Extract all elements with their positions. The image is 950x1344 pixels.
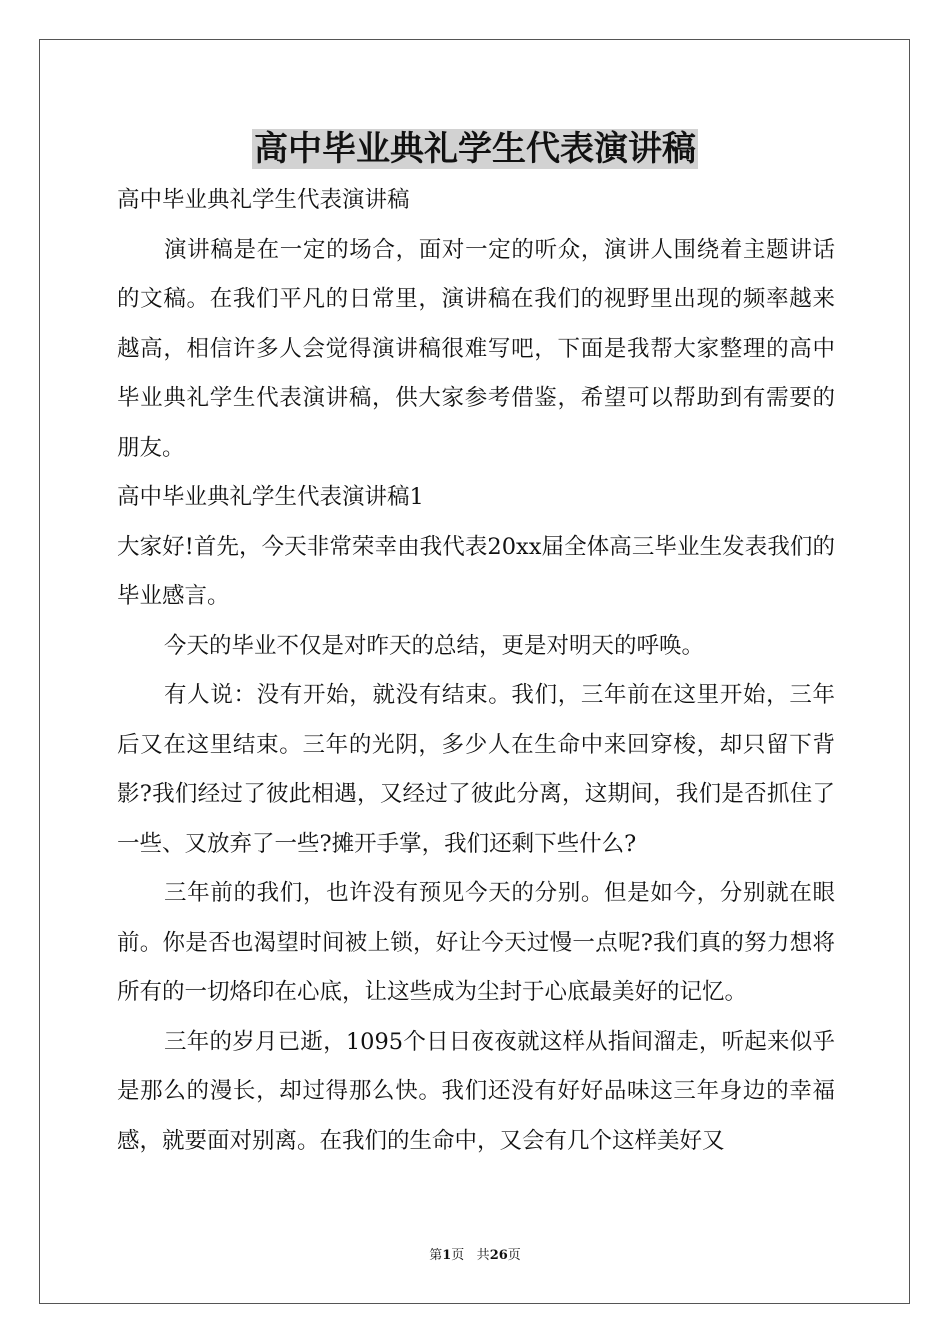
footer-page-number: 1 (442, 1248, 452, 1263)
footer-page-suffix: 页 (451, 1248, 465, 1263)
footer-total-prefix: 共 (476, 1248, 490, 1263)
document-title (0, 126, 950, 172)
document-body (117, 176, 835, 1166)
document-title-text: 高中毕业典礼学生代表演讲稿 (254, 129, 696, 169)
paragraph-2: 演讲稿是在一定的场合，面对一定的听众，演讲人围绕着主题讲话的文稿。在我们平凡的日常里，演讲稿在我们的视野里出现的频率越来越高，相信许多人会觉得演讲稿很难写吧，下面是我帮大家整理的高中毕业典礼学生代表演讲稿，供大家参考借鉴，希望可以帮助到有需要的朋友。 (117, 236, 835, 461)
paragraph-4: 大家好!首先，今天非常荣幸由我代表20xx届全体高三毕业生发表我们的毕业感言。 (117, 533, 835, 609)
footer-total-pages: 26 (489, 1248, 508, 1263)
paragraph-3: 高中毕业典礼学生代表演讲稿1 (117, 484, 424, 510)
paragraph-7: 三年前的我们，也许没有预见今天的分别。但是如今，分别就在眼前。你是否也渴望时间被上锁，好让今天过慢一点呢?我们真的努力想将所有的一切烙印在心底，让这些成为尘封于心底最美好的记忆。 (117, 880, 835, 1005)
page-footer (0, 1247, 950, 1265)
paragraph-5: 今天的毕业不仅是对昨天的总结，更是对明天的呼唤。 (164, 632, 705, 659)
paragraph-1: 高中毕业典礼学生代表演讲稿 (117, 187, 410, 213)
footer-prefix: 第 (429, 1248, 443, 1263)
paragraph-6: 有人说：没有开始，就没有结束。我们，三年前在这里开始，三年后又在这里结束。三年的光阴，多少人在生命中来回穿梭，却只留下背影?我们经过了彼此相遇，又经过了彼此分离，这期间，我们是否抓住了一些、又放弃了一些?摊开手掌，我们还剩下些什么? (117, 682, 835, 857)
paragraph-8: 三年的岁月已逝，1095个日日夜夜就这样从指间溜走，听起来似乎是那么的漫长，却过得那么快。我们还没有好好品味这三年身边的幸福感，就要面对别离。在我们的生命中，又会有几个这样美好又 (117, 1028, 835, 1154)
footer-total-suffix: 页 (507, 1248, 521, 1263)
